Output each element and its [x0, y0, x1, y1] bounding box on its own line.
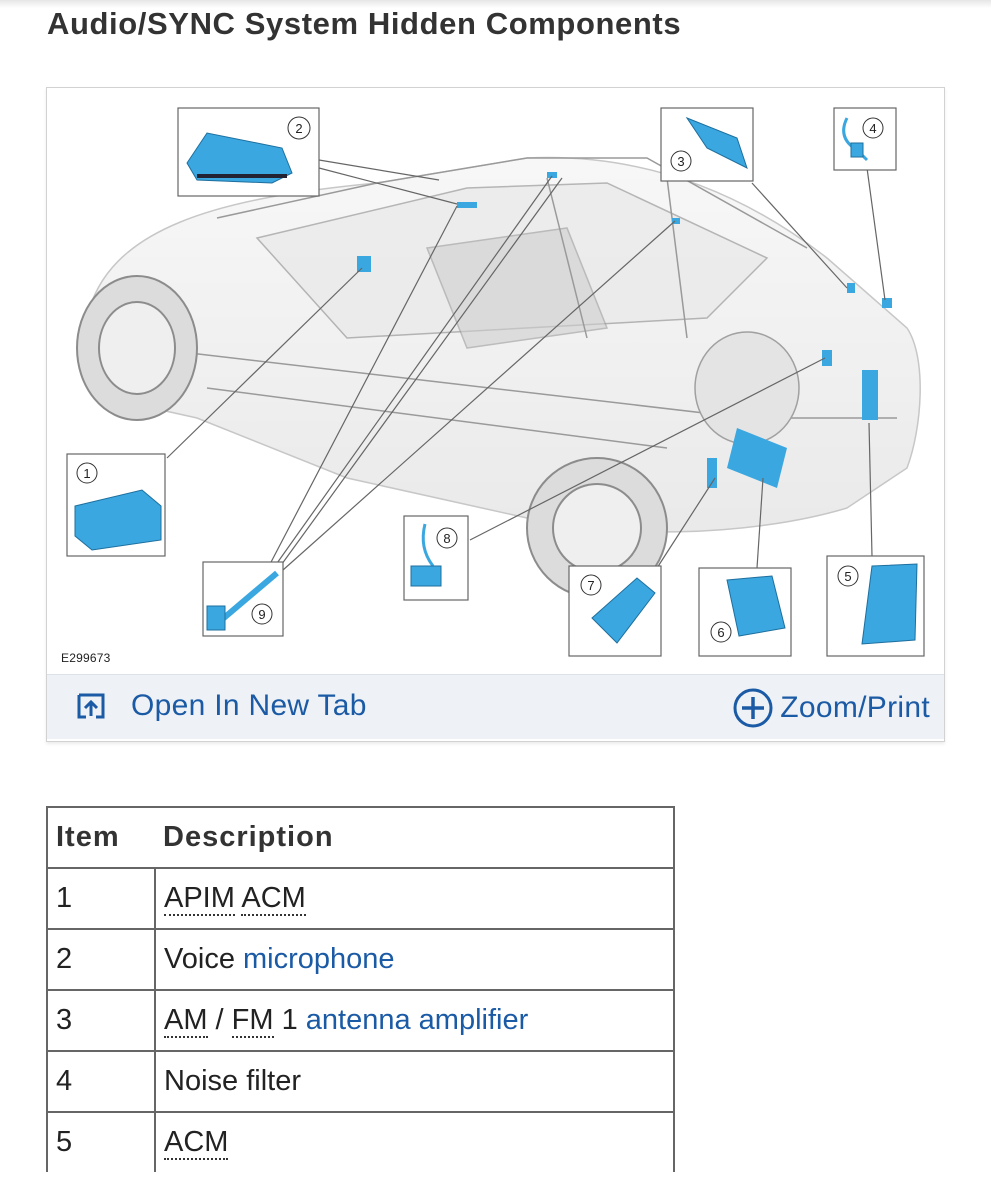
component-location-diagram	[47, 88, 944, 674]
abbreviation[interactable]: APIM	[164, 882, 235, 914]
text-part: /	[207, 1004, 232, 1036]
open-in-new-tab-label: Open In New Tab	[131, 689, 367, 722]
text-part: 1	[273, 1004, 306, 1036]
svg-text:5: 5	[844, 569, 852, 584]
header-item: Item	[47, 807, 155, 868]
table-row	[47, 929, 674, 990]
item-number: 4	[47, 1051, 155, 1112]
table-header-row	[47, 807, 674, 868]
callout-8	[404, 516, 468, 600]
callout-4	[834, 108, 896, 170]
zoom-print-label: Zoom/Print	[780, 691, 930, 724]
zoom-print-link[interactable]	[732, 687, 930, 729]
callout-6	[699, 568, 791, 656]
text-part: Voice	[164, 943, 243, 975]
figure-card	[46, 87, 945, 742]
description-link[interactable]: microphone	[243, 943, 395, 975]
item-number: 3	[47, 990, 155, 1051]
svg-text:4: 4	[869, 121, 877, 136]
svg-text:1: 1	[83, 466, 91, 481]
svg-text:9: 9	[258, 607, 266, 622]
callout-1	[67, 454, 165, 556]
items-table	[46, 806, 675, 1172]
item-description	[155, 1051, 674, 1112]
table-row	[47, 1112, 674, 1172]
front-wheel	[77, 276, 197, 420]
callout-7	[569, 566, 661, 656]
callout-5	[827, 556, 924, 656]
page-title: Audio/SYNC System Hidden Components	[47, 6, 682, 41]
item-description	[155, 929, 674, 990]
item-number: 5	[47, 1112, 155, 1172]
table-row	[47, 1051, 674, 1112]
svg-text:6: 6	[717, 625, 725, 640]
abbreviation[interactable]: FM	[231, 1004, 274, 1036]
svg-text:3: 3	[677, 154, 685, 169]
callout-9	[203, 562, 283, 636]
table-row	[47, 868, 674, 929]
callout-3	[661, 108, 753, 181]
text-part: Noise filter	[164, 1065, 301, 1097]
header-description: Description	[155, 807, 674, 868]
abbreviation[interactable]: ACM	[164, 1126, 229, 1158]
vehicle-outline	[87, 158, 920, 532]
figure-id: E299673	[61, 651, 111, 665]
item-number: 2	[47, 929, 155, 990]
svg-text:8: 8	[443, 531, 451, 546]
table-row	[47, 990, 674, 1051]
open-in-new-tab-link[interactable]	[75, 689, 367, 723]
open-new-tab-icon	[75, 691, 107, 721]
svg-text:7: 7	[587, 578, 595, 593]
viewport-bottom-edge	[0, 1176, 991, 1200]
item-description	[155, 990, 674, 1051]
figure-toolbar	[47, 674, 944, 739]
abbreviation[interactable]: ACM	[241, 882, 306, 914]
abbreviation[interactable]: AM	[164, 1004, 208, 1036]
item-description	[155, 868, 674, 929]
zoom-plus-icon	[732, 687, 774, 729]
rear-wheel-far	[695, 332, 799, 444]
svg-text:2: 2	[295, 121, 303, 136]
description-link[interactable]: antenna amplifier	[305, 1004, 529, 1036]
item-description	[155, 1112, 674, 1172]
item-number: 1	[47, 868, 155, 929]
callout-2	[178, 108, 319, 196]
